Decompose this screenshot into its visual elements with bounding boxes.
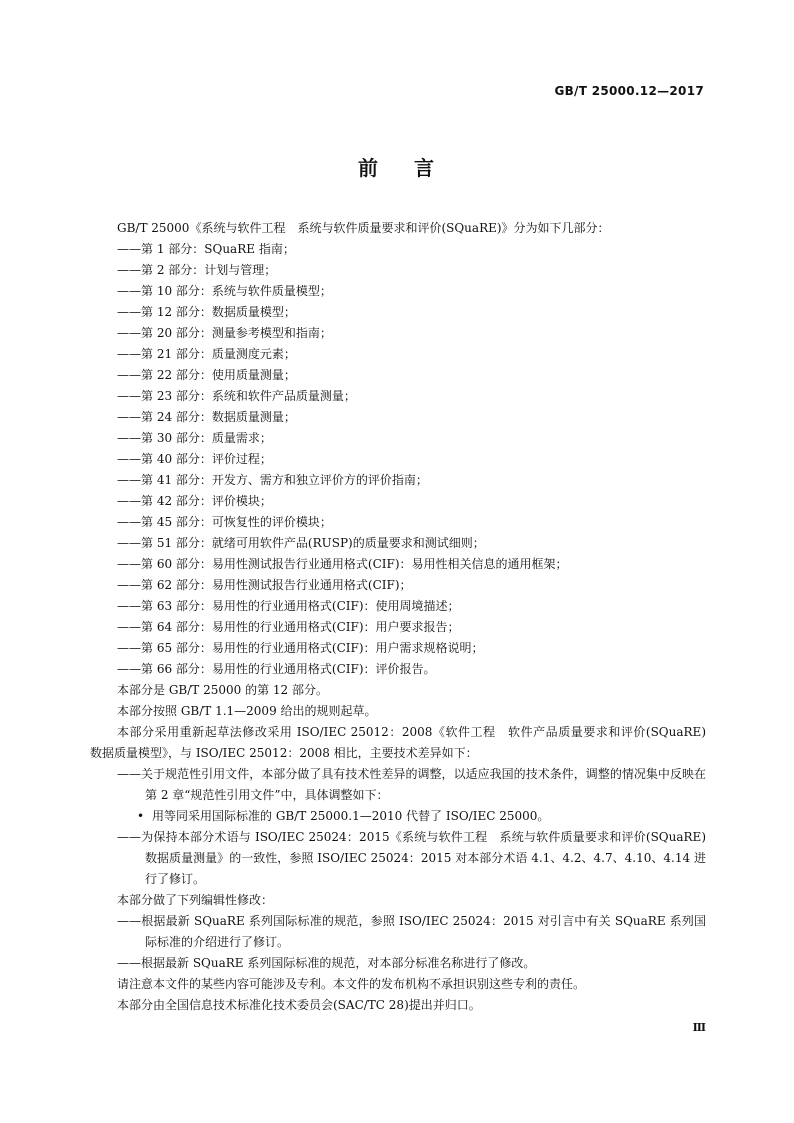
page-number: Ⅲ [692, 1021, 706, 1034]
list-item: ——第 41 部分：开发方、需方和独立评价方的评价指南； [117, 473, 428, 487]
list-item: ——第 51 部分：就绪可用软件产品(RUSP)的质量要求和测试细则； [117, 536, 485, 550]
bullet-item [90, 806, 706, 827]
bullet-text: 用等同采用国际标准的 GB/T 25000.1—2010 代替了 ISO/IEC 25000。 [152, 809, 550, 823]
title-char-2: 言 [414, 156, 436, 180]
proposed-by-paragraph: 本部分由全国信息技术标准化技术委员会(SAC/TC 28)提出并归口。 [117, 998, 481, 1012]
list-item: ——第 60 部分：易用性测试报告行业通用格式(CIF)：易用性相关信息的通用框架； [117, 557, 568, 571]
editorial-item: ——根据最新 SQuaRE 系列国际标准的规范，对本部分标准名称进行了修改。 [117, 956, 536, 970]
page-title [0, 152, 794, 181]
list-item: ——第 45 部分：可恢复性的评价模块； [117, 515, 332, 529]
list-item: ——第 20 部分：测量参考模型和指南； [117, 326, 332, 340]
adoption-paragraph: 本部分采用重新起草法修改采用 ISO/IEC 25012：2008《软件工程 软件产品质量要求和评价(SQuaRE) 数据质量模型》，与 ISO/IEC 25012：2008 相比，主要技术差异如下： [90, 725, 719, 760]
parts-list [90, 239, 706, 680]
list-item: ——第 1 部分：SQuaRE 指南； [117, 242, 295, 256]
list-item: ——第 21 部分：质量测度元素； [117, 347, 296, 361]
editorial-item: ——根据最新 SQuaRE 系列国际标准的规范，参照 ISO/IEC 25024：2015 对引言中有关 SQuaRE 系列国际标准的介绍进行了修订。 [117, 914, 706, 949]
list-item: ——第 24 部分：数据质量测量； [117, 410, 296, 424]
editorial-paragraph: 本部分做了下列编辑性修改： [117, 893, 274, 907]
list-item: ——第 42 部分：评价模块； [117, 494, 272, 508]
list-item: ——第 10 部分：系统与软件质量模型； [117, 284, 332, 298]
list-item: ——第 23 部分：系统和软件产品质量测量； [117, 389, 356, 403]
title-char-1: 前 [358, 156, 380, 180]
list-item: ——第 65 部分：易用性的行业通用格式(CIF)：用户需求规格说明； [117, 641, 484, 655]
foreword-body [90, 218, 719, 1016]
list-item: ——第 2 部分：计划与管理； [117, 263, 277, 277]
list-item: ——第 66 部分：易用性的行业通用格式(CIF)：评价报告。 [117, 662, 436, 676]
list-item: ——第 22 部分：使用质量测量； [117, 368, 296, 382]
list-item: ——第 64 部分：易用性的行业通用格式(CIF)：用户要求报告； [117, 620, 460, 634]
list-item: ——第 63 部分：易用性的行业通用格式(CIF)：使用周境描述； [117, 599, 460, 613]
list-item: ——第 40 部分：评价过程； [117, 452, 272, 466]
intro-paragraph: GB/T 25000《系统与软件工程 系统与软件质量要求和评价(SQuaRE)》分为如下几部分： [117, 221, 610, 235]
technical-difference-item: ——关于规范性引用文件，本部分做了具有技术性差异的调整，以适应我国的技术条件，调整的情况集中反映在第 2 章“规范性引用文件”中，具体调整如下： [117, 767, 706, 802]
bullet-icon: • [137, 809, 145, 823]
patent-notice: 请注意本文件的某些内容可能涉及专利。本文件的发布机构不承担识别这些专利的责任。 [117, 977, 586, 991]
part-of-paragraph: 本部分是 GB/T 25000 的第 12 部分。 [117, 683, 328, 697]
list-item: ——第 12 部分：数据质量模型； [117, 305, 296, 319]
standard-number: GB/T 25000.12—2017 [554, 84, 704, 98]
list-item: ——第 62 部分：易用性测试报告行业通用格式(CIF)； [117, 578, 412, 592]
list-item: ——第 30 部分：质量需求； [117, 431, 272, 445]
technical-difference-item: ——为保持本部分术语与 ISO/IEC 25024：2015《系统与软件工程 系统与软件质量要求和评价(SQuaRE) 数据质量测量》的一致性，参照 ISO/IEC 25024：2015 对本部分术语 4.1、4.2、4.7、4.10、4.14 进行了修订。 [117, 830, 719, 886]
rules-paragraph: 本部分按照 GB/T 1.1—2009 给出的规则起草。 [117, 704, 377, 718]
